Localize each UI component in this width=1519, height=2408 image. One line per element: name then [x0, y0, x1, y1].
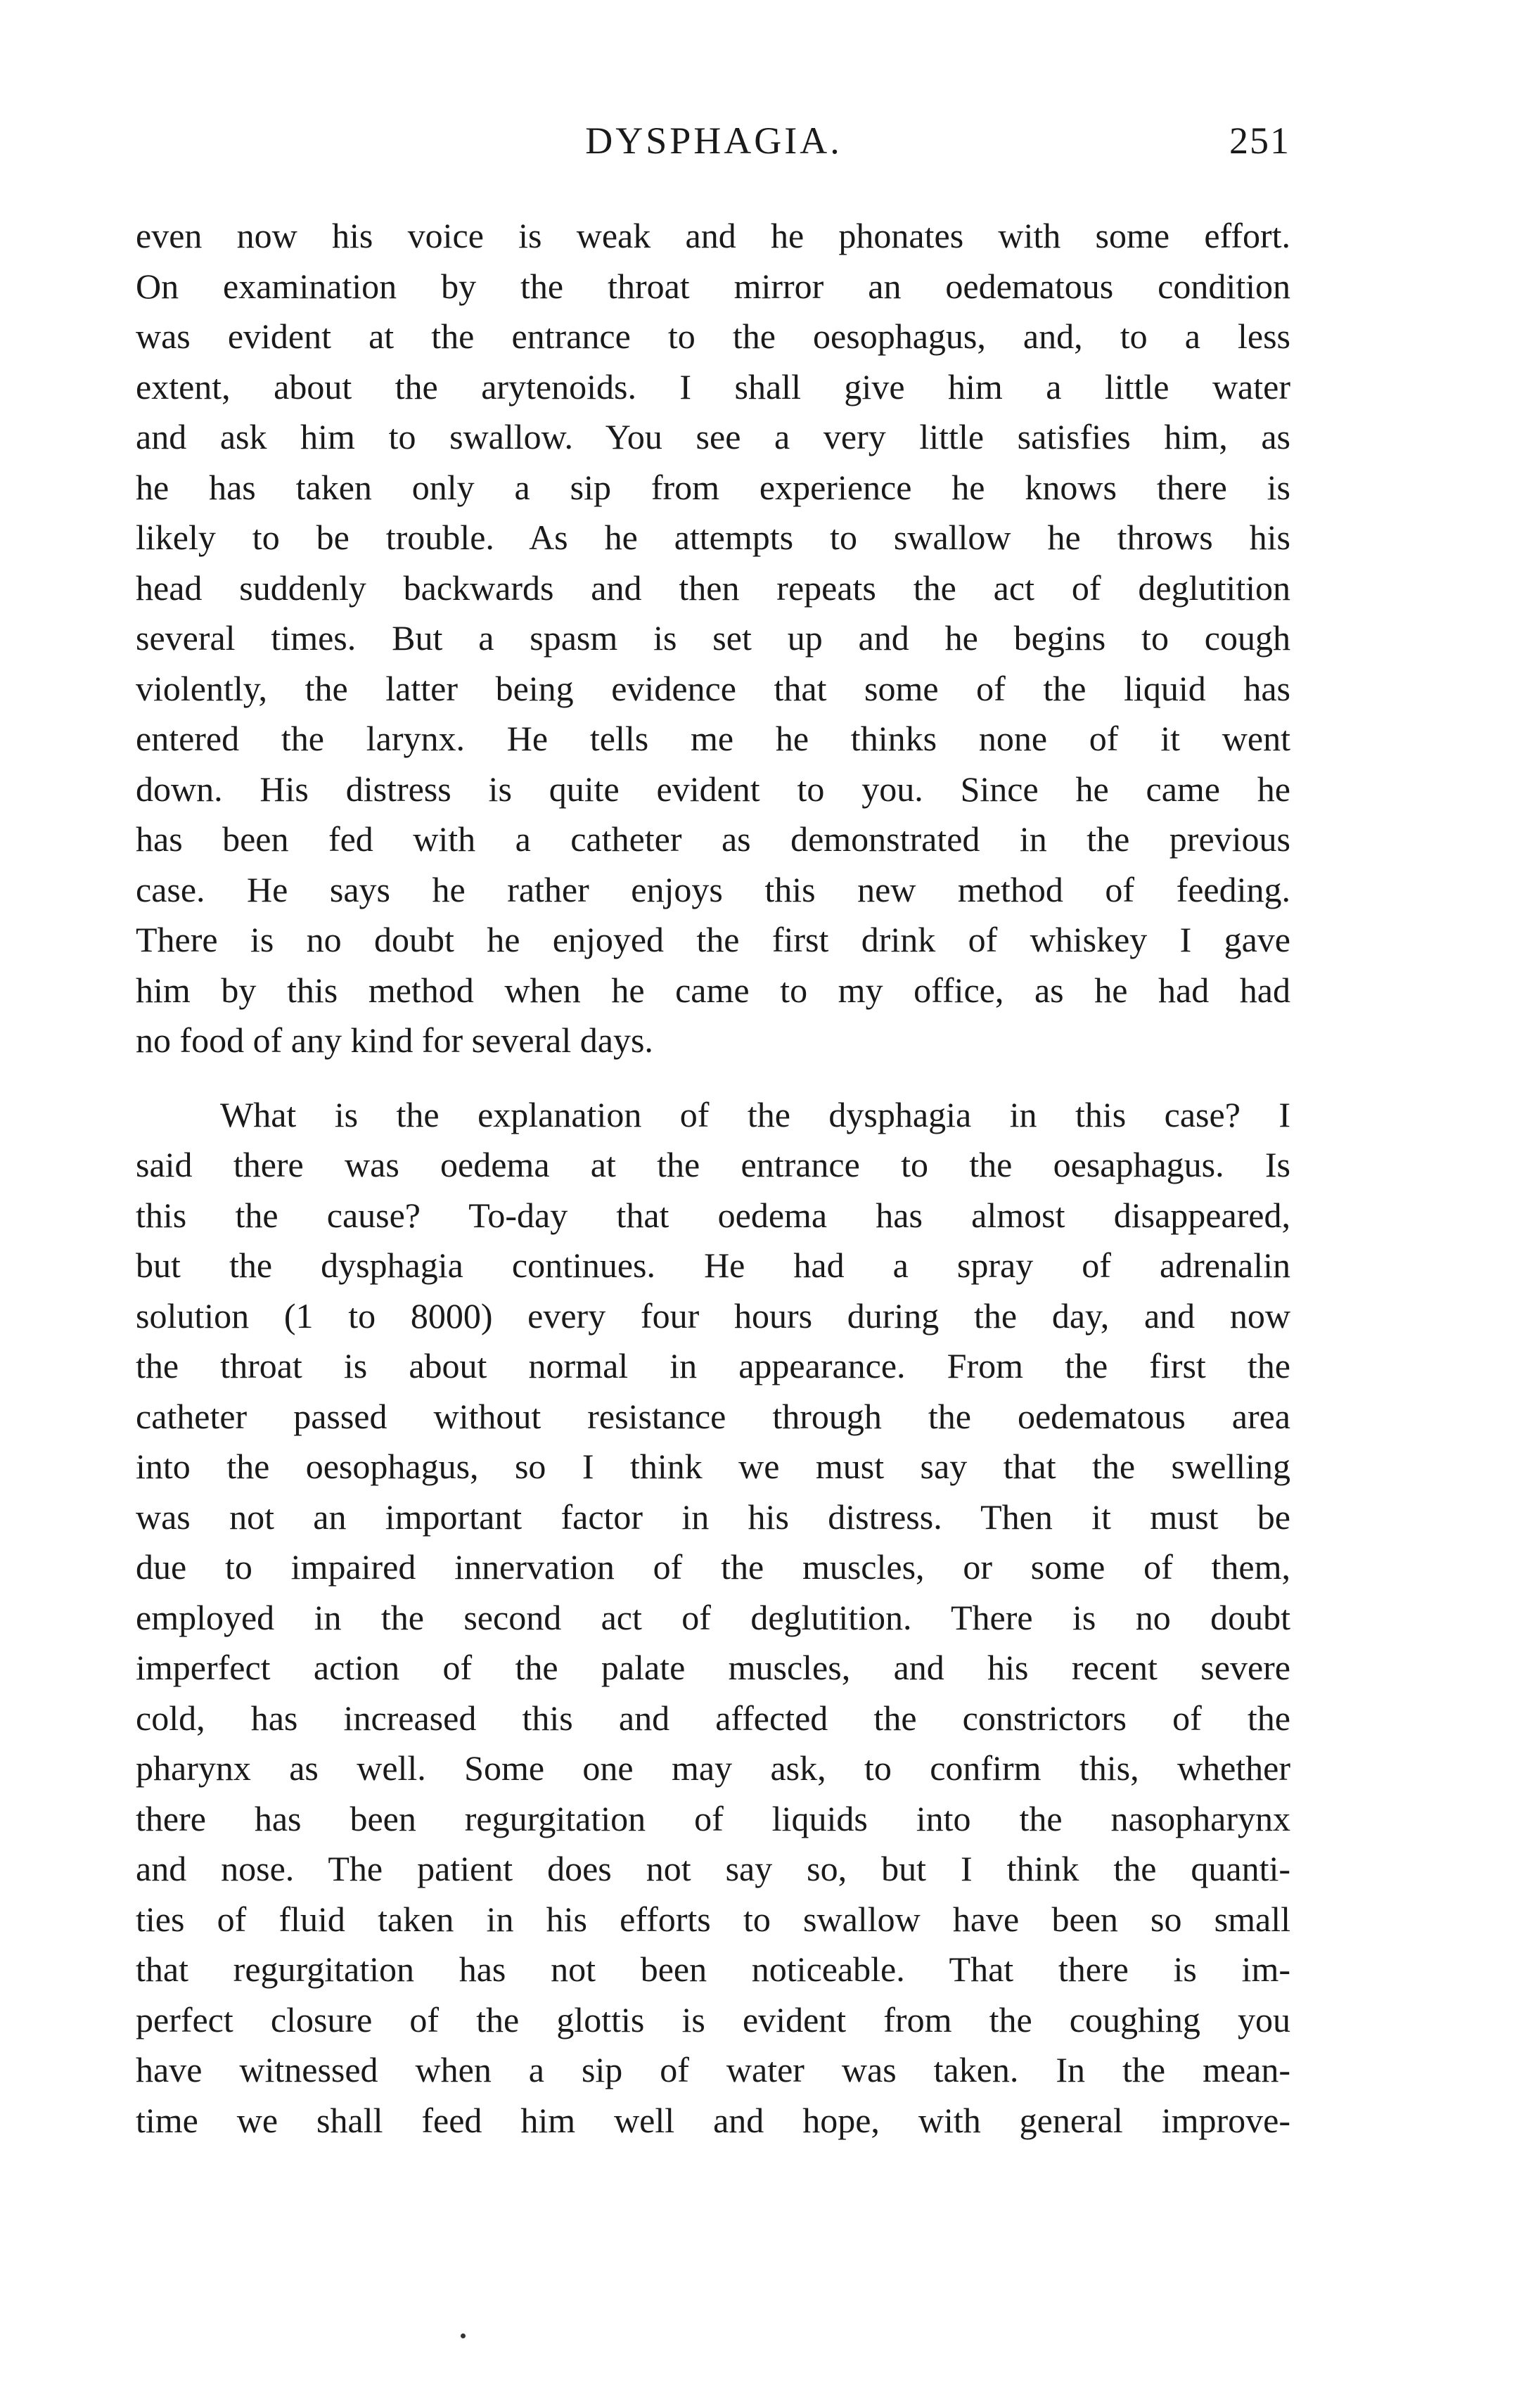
- text-line: was evident at the entrance to the oesophagus, and, to a less: [136, 316, 1290, 356]
- text-line: no food of any kind for several days.: [136, 1020, 653, 1060]
- text-line: time we shall feed him well and hope, with general improve-: [136, 2100, 1290, 2140]
- text-line: that regurgitation has not been noticeable. That there is im-: [136, 1949, 1290, 1989]
- text-line: there has been regurgitation of liquids into the nasopharynx: [136, 1798, 1290, 1838]
- text-line: There is no doubt he enjoyed the first drink of whiskey I gave: [136, 920, 1290, 959]
- running-head: [137, 113, 1290, 169]
- text-line: due to impaired innervation of the muscles, or some of them,: [136, 1547, 1290, 1587]
- text-line: case. He says he rather enjoys this new method of feeding.: [136, 869, 1290, 909]
- text-line: down. His distress is quite evident to you. Since he came he: [136, 769, 1290, 809]
- text-line: likely to be trouble. As he attempts to swallow he throws his: [136, 518, 1290, 557]
- text-line: catheter passed without resistance through the oedematous area: [136, 1396, 1290, 1436]
- text-line: imperfect action of the palate muscles, and his recent severe: [136, 1648, 1290, 1687]
- text-line: and ask him to swallow. You see a very little satisfies him, as: [136, 417, 1290, 456]
- paragraph-gap: [136, 1066, 1290, 1090]
- text-line: him by this method when he came to my office, as he had had: [136, 970, 1290, 1010]
- text-line: ties of fluid taken in his efforts to swallow have been so small: [136, 1899, 1290, 1939]
- text-line: has been fed with a catheter as demonstrated in the previous: [136, 819, 1290, 859]
- text-line: pharynx as well. Some one may ask, to confirm this, whether: [136, 1748, 1290, 1788]
- text-line: but the dysphagia continues. He had a spray of adrenalin: [136, 1245, 1290, 1285]
- page-number: 251: [1229, 120, 1290, 162]
- text-line: into the oesophagus, so I think we must say that the swelling: [136, 1447, 1290, 1486]
- text-line: several times. But a spasm is set up and he begins to cough: [136, 618, 1290, 658]
- text-line: violently, the latter being evidence that some of the liquid has: [136, 668, 1290, 708]
- text-line: and nose. The patient does not say so, but I think the quanti-: [136, 1849, 1290, 1888]
- running-title: DYSPHAGIA.: [585, 120, 842, 162]
- text-line: was not an important factor in his distress. Then it must be: [136, 1497, 1290, 1537]
- text-line: he has taken only a sip from experience he knows there is: [136, 467, 1290, 507]
- text-line: head suddenly backwards and then repeats the act of deglutition: [136, 568, 1290, 608]
- text-line: said there was oedema at the entrance to the oesaphagus. Is: [136, 1145, 1290, 1184]
- text-line: extent, about the arytenoids. I shall give him a little water: [136, 366, 1290, 406]
- text-line: this the cause? To-day that oedema has almost disappeared,: [136, 1195, 1290, 1235]
- text-line: On examination by the throat mirror an oedematous condition: [136, 266, 1290, 306]
- text-line: What is the explanation of the dysphagia in this case? I: [220, 1094, 1290, 1134]
- text-line: perfect closure of the glottis is evident from the coughing you: [136, 1999, 1290, 2039]
- paragraph: [136, 211, 1290, 1066]
- text-line: cold, has increased this and affected the constrictors of the: [136, 1698, 1290, 1738]
- text-line: the throat is about normal in appearance. From the first the: [136, 1346, 1290, 1385]
- text-line: even now his voice is weak and he phonates with some effort.: [136, 216, 1290, 255]
- text-line: solution (1 to 8000) every four hours during the day, and now: [136, 1295, 1290, 1336]
- text-line: entered the larynx. He tells me he thinks none of it went: [136, 719, 1290, 758]
- paragraph: [136, 1090, 1290, 2146]
- text-line: employed in the second act of deglutition. There is no doubt: [136, 1597, 1290, 1637]
- body-text: [136, 211, 1290, 2146]
- text-line: have witnessed when a sip of water was taken. In the mean-: [136, 2050, 1290, 2089]
- ink-speck: [461, 2333, 466, 2338]
